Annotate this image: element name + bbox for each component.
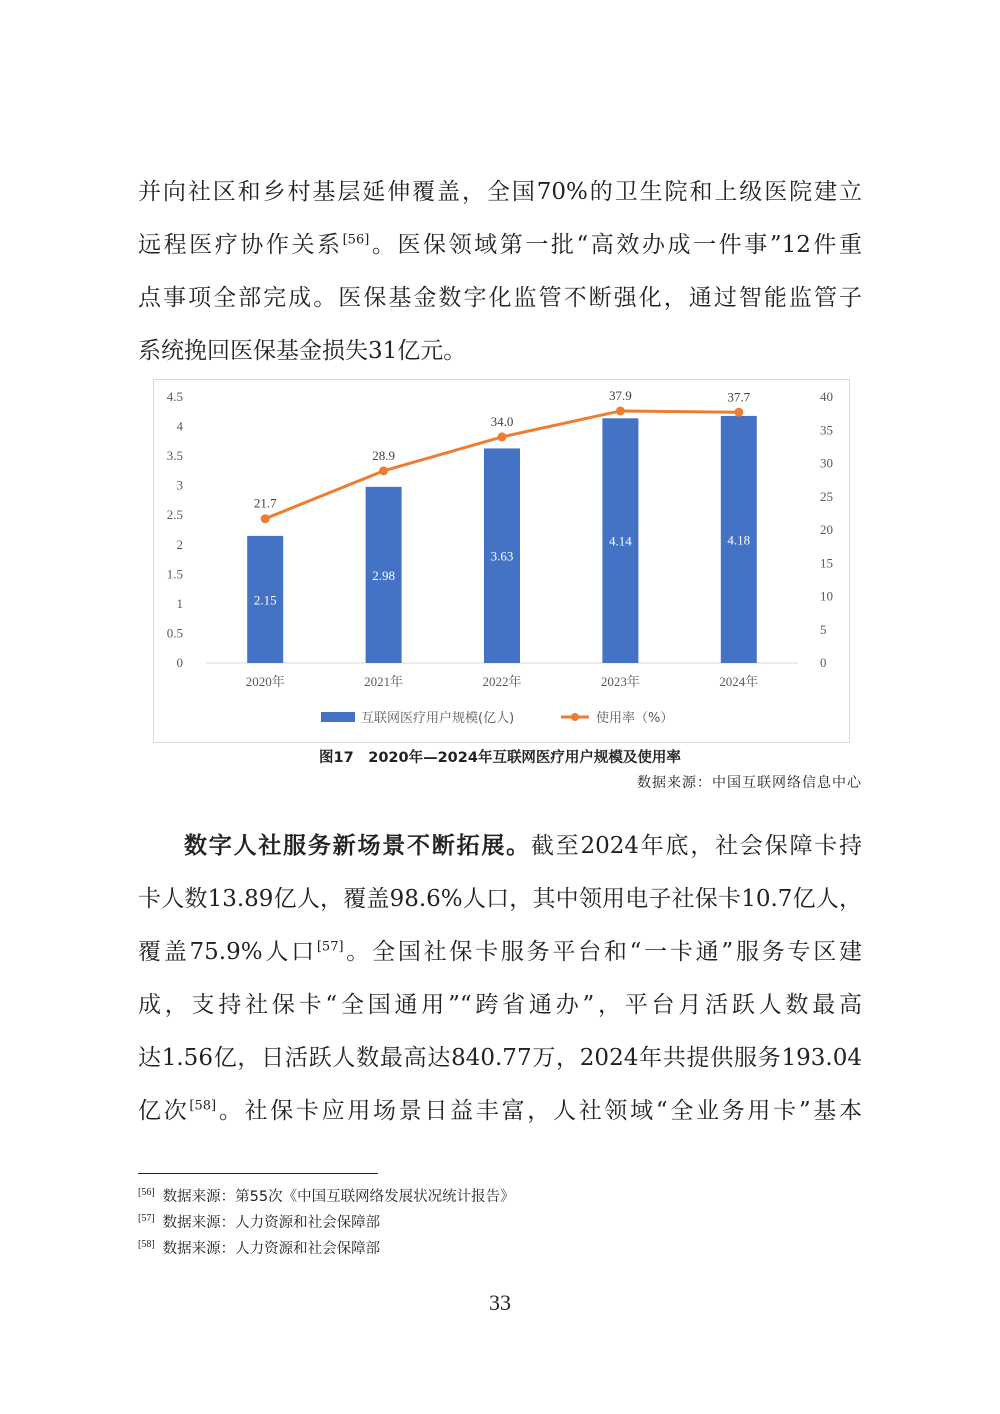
left-axis-tick: 3.5 xyxy=(166,448,183,464)
bar-data-label: 4.18 xyxy=(727,532,751,548)
paragraph-telemedicine xyxy=(138,166,862,378)
text-line xyxy=(138,219,862,272)
paragraph-social-security xyxy=(138,820,862,1138)
x-axis-tick: 2021年 xyxy=(364,674,404,689)
text-span: 覆盖75.9%人口 xyxy=(138,939,317,965)
bar-data-label: 4.14 xyxy=(609,533,632,549)
bar-data-label: 2.98 xyxy=(372,567,395,583)
text-span: 亿次 xyxy=(138,1098,190,1124)
line-data-label: 28.9 xyxy=(372,447,395,463)
footnote-number: [57] xyxy=(138,1213,155,1225)
x-axis-tick: 2022年 xyxy=(482,674,522,689)
legend-bar-swatch xyxy=(321,712,355,722)
left-axis-tick: 1 xyxy=(176,595,183,611)
left-axis-tick: 3 xyxy=(176,477,183,493)
text-line: 成，支持社保卡“全国通用”“跨省通办”，平台月活跃人数最高 xyxy=(138,992,862,1018)
line-data-label: 37.9 xyxy=(609,387,632,403)
right-axis-tick: 20 xyxy=(820,522,833,537)
line-point xyxy=(379,466,388,475)
text-line: 卡人数13.89亿人，覆盖98.6%人口，其中领用电子社保卡10.7亿人， xyxy=(138,886,862,912)
footnote xyxy=(138,1185,515,1206)
text-span: 截至2024年底，社会保障卡持 xyxy=(530,833,862,859)
right-axis-tick: 25 xyxy=(820,488,833,504)
chart-container xyxy=(153,379,850,743)
line-point xyxy=(261,514,270,523)
left-axis-tick: 0 xyxy=(176,655,183,670)
footnote-number: [56] xyxy=(138,1187,155,1199)
left-axis-tick: 2 xyxy=(176,536,183,552)
right-axis-tick: 40 xyxy=(820,389,833,404)
legend-line-marker xyxy=(571,713,579,721)
left-axis-tick: 4.5 xyxy=(166,389,183,404)
data-source: 数据来源：中国互联网络信息中心 xyxy=(637,775,862,791)
line-point xyxy=(498,432,507,441)
right-axis-tick: 10 xyxy=(820,588,833,604)
line-point xyxy=(616,406,625,415)
text-span: 。医保领域第一批“高效办成一件事”12件重 xyxy=(369,232,862,258)
footnote-text: 数据来源：人力资源和社会保障部 xyxy=(162,1215,381,1231)
right-axis-tick: 5 xyxy=(820,621,827,637)
left-axis-tick: 1.5 xyxy=(166,566,183,582)
text-line: 点事项全部完成。医保基金数字化监管不断强化，通过智能监管子 xyxy=(138,285,862,311)
x-axis-tick: 2024年 xyxy=(719,674,759,689)
text-span: 。全国社保卡服务平台和“一卡通”服务专区建 xyxy=(343,939,862,965)
figure-caption: 图17 2020年—2024年互联网医疗用户规模及使用率 xyxy=(319,750,681,766)
text-line: 并向社区和乡村基层延伸覆盖，全国70%的卫生院和上级医院建立 xyxy=(138,179,862,205)
footnote-number: [58] xyxy=(138,1239,155,1251)
footnote-ref-58[interactable]: [58] xyxy=(189,1098,217,1114)
legend-line-label: 使用率（%） xyxy=(596,711,674,726)
right-axis-tick: 15 xyxy=(820,555,833,571)
x-axis-tick: 2020年 xyxy=(245,674,285,689)
bar-data-label: 3.63 xyxy=(490,548,514,564)
line-point xyxy=(734,408,743,417)
text-line: 系统挽回医保基金损失31亿元。 xyxy=(138,338,467,364)
page-number: 33 xyxy=(489,1290,511,1315)
line-data-label: 21.7 xyxy=(253,495,277,511)
line-data-label: 37.7 xyxy=(727,389,751,405)
x-axis-tick: 2023年 xyxy=(600,674,640,689)
footnote-ref-56[interactable]: [56] xyxy=(342,232,370,248)
text-line xyxy=(138,926,862,979)
left-axis-tick: 0.5 xyxy=(166,625,183,641)
footnote-divider xyxy=(138,1173,378,1174)
text-span: 远程医疗协作关系 xyxy=(138,232,343,258)
footnote-ref-57[interactable]: [57] xyxy=(316,939,344,955)
left-axis-tick: 2.5 xyxy=(166,507,183,523)
footnote-text: 数据来源：人力资源和社会保障部 xyxy=(162,1241,381,1257)
text-line xyxy=(138,820,862,873)
footnote xyxy=(138,1211,380,1232)
combo-chart xyxy=(154,380,849,742)
bold-lead: 数字人社服务新场景不断拓展。 xyxy=(184,833,531,859)
footnote-text: 数据来源：第55次《中国互联网络发展状况统计报告》 xyxy=(162,1189,515,1205)
footnote xyxy=(138,1237,380,1258)
text-span: 。社保卡应用场景日益丰富，人社领域“全业务用卡”基本 xyxy=(216,1098,862,1124)
right-axis-tick: 35 xyxy=(820,422,833,438)
text-line: 达1.56亿，日活跃人数最高达840.77万，2024年共提供服务193.04 xyxy=(138,1045,862,1071)
right-axis-tick: 0 xyxy=(820,655,827,670)
left-axis-tick: 4 xyxy=(176,418,183,434)
text-line xyxy=(138,1085,862,1138)
bar-data-label: 2.15 xyxy=(253,592,277,608)
right-axis-tick: 30 xyxy=(820,455,833,471)
legend-bar-label: 互联网医疗用户规模(亿人) xyxy=(361,711,515,726)
line-data-label: 34.0 xyxy=(490,413,514,429)
